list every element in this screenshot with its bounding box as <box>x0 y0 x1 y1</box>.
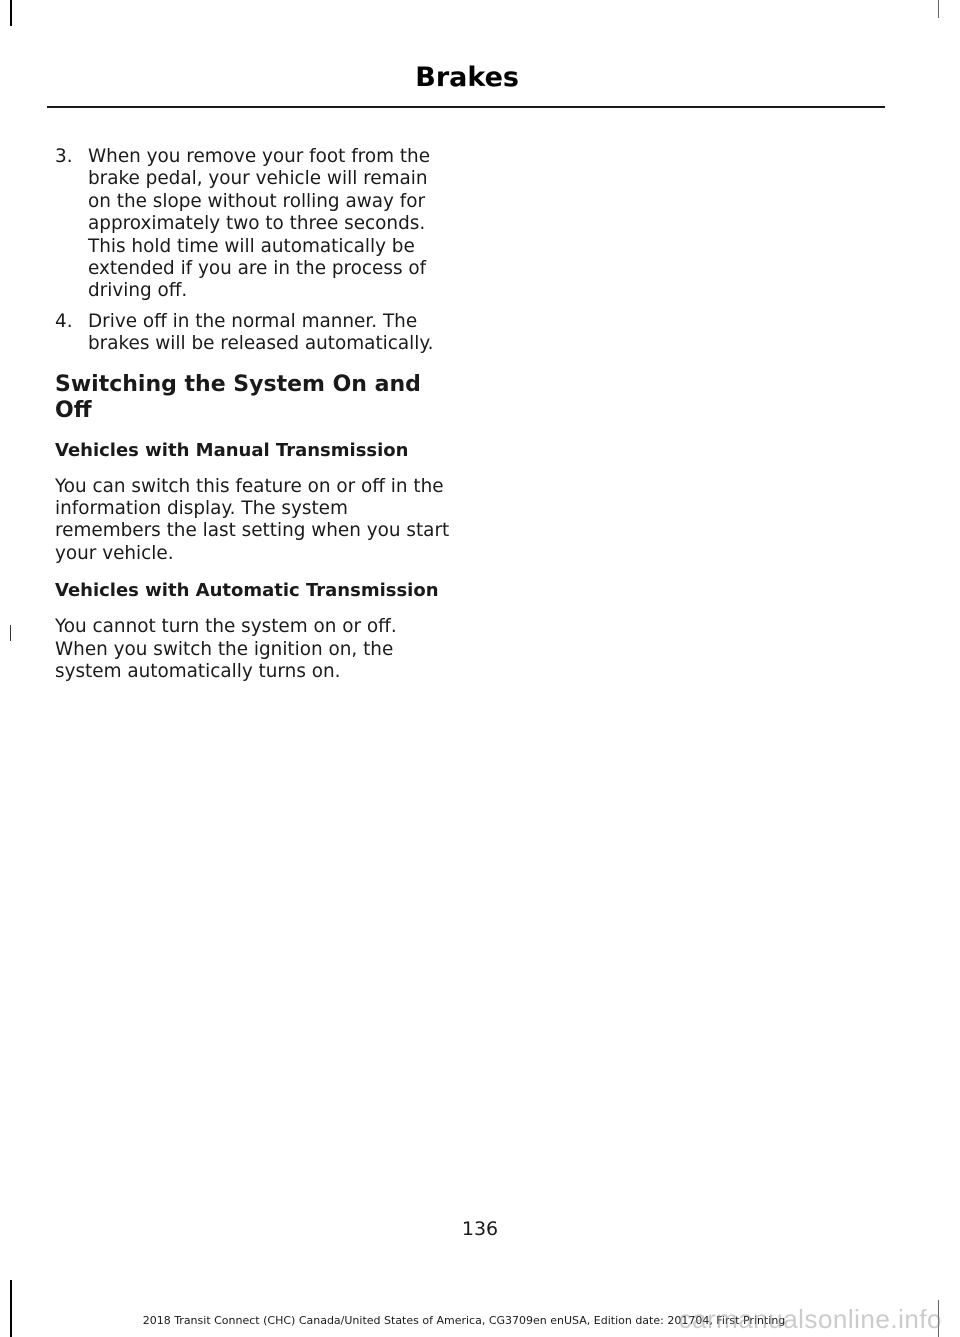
automatic-transmission-heading: Vehicles with Automatic Transmission <box>55 580 439 602</box>
section-heading: Switching the System On and Off <box>55 371 421 423</box>
automatic-transmission-text: You cannot turn the system on or off. When you switch the ignition on, the system automatically turns on. <box>55 616 397 683</box>
manual-transmission-text: You can switch this feature on or off in the information display. The system remembers the last setting when you start your vehicle. <box>55 475 450 564</box>
crop-mark-bottom-left <box>10 1280 12 1337</box>
step-text: Drive off in the normal manner. The brakes will be released automatically. <box>88 310 434 355</box>
step-number: 4. <box>55 310 73 332</box>
step-number: 3. <box>55 146 73 167</box>
crop-mark-top-left <box>10 0 12 26</box>
manual-transmission-heading: Vehicles with Manual Transmission <box>55 439 409 461</box>
watermark-logo: carmanualsonline.info <box>678 1304 942 1334</box>
main-content <box>55 146 450 699</box>
step-text: When you remove your foot from the brake pedal, your vehicle will remain on the slope without rolling away for approximately two to three seconds. This hold time will automatically be extended if you are in the process of driving off. <box>88 146 431 302</box>
edition-footer: 2018 Transit Connect (CHC) Canada/United States of America, CG3709en enUSA, Edition date: 201704, First Printing <box>142 1314 786 1327</box>
header-divider <box>47 106 885 108</box>
crop-mark-top-right <box>938 0 939 18</box>
step-item <box>55 146 450 303</box>
crop-mark-middle-left <box>10 625 11 641</box>
page-number: 136 <box>461 1218 499 1240</box>
page-title: Brakes <box>415 62 519 93</box>
step-item <box>55 311 450 356</box>
